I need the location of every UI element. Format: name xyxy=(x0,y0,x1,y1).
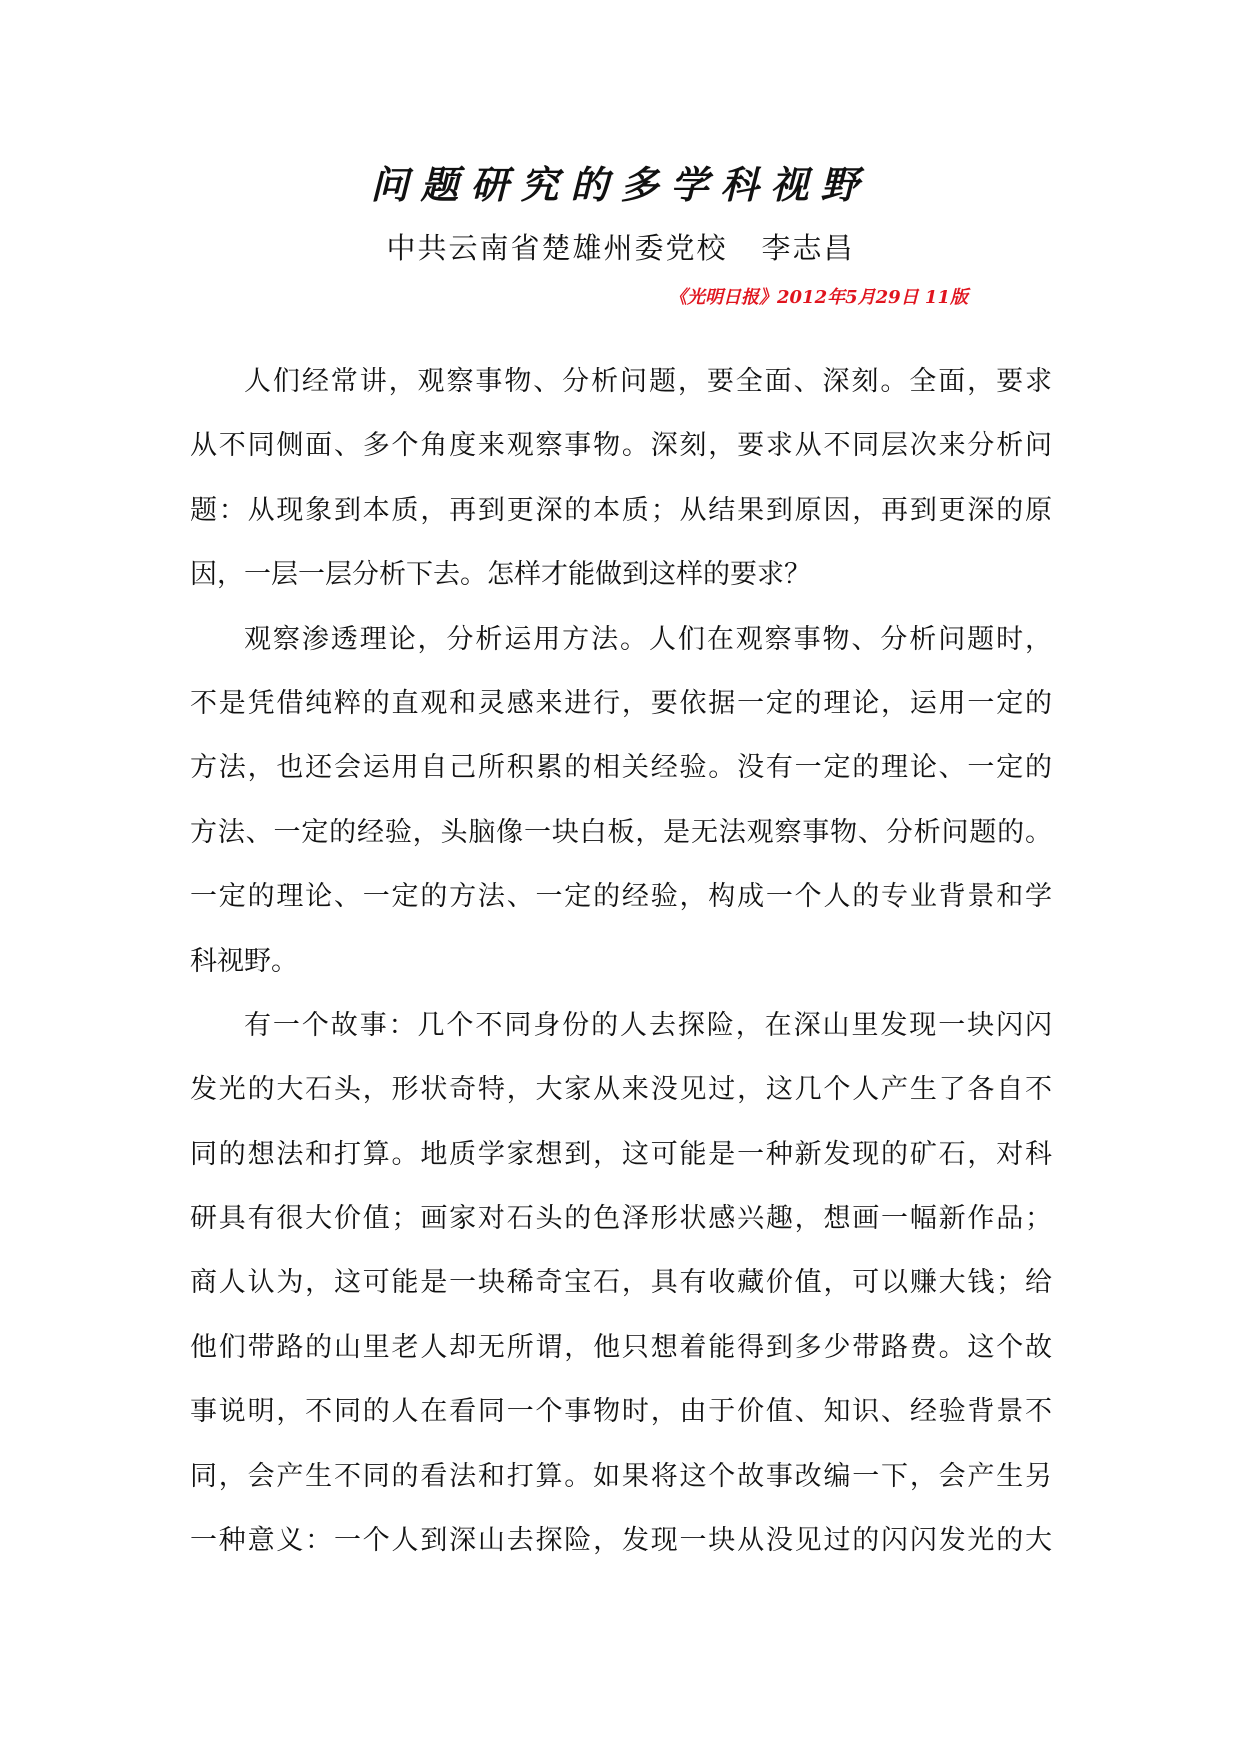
body-line: 方法、一定的经验，头脑像一块白板，是无法观察事物、分析问题的。 xyxy=(190,816,1052,848)
body-line: 研具有很大价值；画家对石头的色泽形状感兴趣，想画一幅新作品； xyxy=(190,1203,1052,1235)
body-line: 因，一层一层分析下去。怎样才能做到这样的要求？ xyxy=(190,559,811,591)
article-title: 问题研究的多学科视野 xyxy=(370,162,871,207)
body-line: 同的想法和打算。地质学家想到，这可能是一种新发现的矿石，对科 xyxy=(190,1138,1052,1170)
body-line: 方法，也还会运用自己所积累的相关经验。没有一定的理论、一定的 xyxy=(190,752,1052,784)
author-byline xyxy=(0,228,1241,268)
article-body xyxy=(190,350,1052,1573)
source-citation: 《光明日报》2012年5月29日 11版 xyxy=(669,287,968,308)
body-line: 发光的大石头，形状奇特，大家从来没见过，这几个人产生了各自不 xyxy=(190,1074,1052,1106)
body-line: 一种意义：一个人到深山去探险，发现一块从没见过的闪闪发光的大 xyxy=(190,1525,1052,1557)
body-line: 商人认为，这可能是一块稀奇宝石，具有收藏价值，可以赚大钱；给 xyxy=(190,1267,1052,1299)
body-line: 人们经常讲，观察事物、分析问题，要全面、深刻。全面，要求 xyxy=(244,366,1052,397)
body-line: 不是凭借纯粹的直观和灵感来进行，要依据一定的理论，运用一定的 xyxy=(190,687,1052,719)
body-line: 从不同侧面、多个角度来观察事物。深刻，要求从不同层次来分析问 xyxy=(190,430,1052,462)
author-name: 李志昌 xyxy=(761,231,855,265)
body-line: 一定的理论、一定的方法、一定的经验，构成一个人的专业背景和学 xyxy=(190,881,1052,913)
body-line: 科视野。 xyxy=(190,945,298,977)
body-line: 题：从现象到本质，再到更深的本质；从结果到原因，再到更深的原 xyxy=(190,494,1052,526)
body-line: 同，会产生不同的看法和打算。如果将这个故事改编一下，会产生另 xyxy=(190,1460,1052,1492)
body-line: 他们带路的山里老人却无所谓，他只想着能得到多少带路费。这个故 xyxy=(190,1331,1052,1363)
body-line: 观察渗透理论，分析运用方法。人们在观察事物、分析问题时， xyxy=(244,623,1052,655)
body-line: 事说明，不同的人在看同一个事物时，由于价值、知识、经验背景不 xyxy=(190,1396,1052,1428)
author-organization: 中共云南省楚雄州委党校 xyxy=(386,231,728,265)
body-line: 有一个故事：几个不同身份的人去探险，在深山里发现一块闪闪 xyxy=(244,1009,1052,1041)
